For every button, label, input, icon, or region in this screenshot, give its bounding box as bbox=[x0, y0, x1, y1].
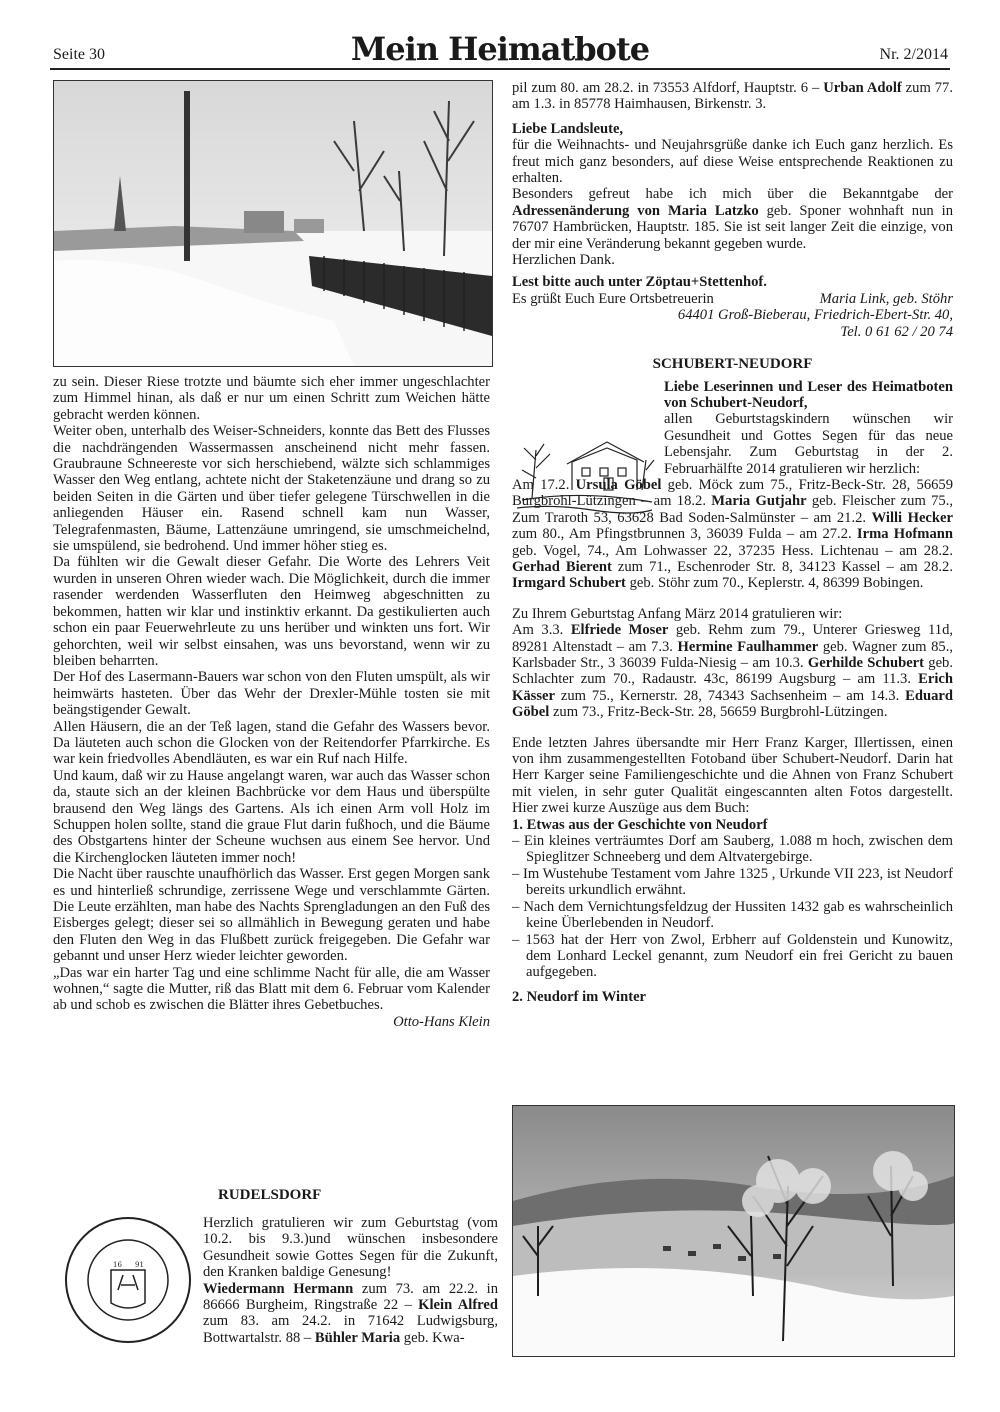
history-heading: 1. Etwas aus der Geschichte von Neudorf bbox=[512, 816, 768, 833]
left-paragraph: Da fühlten wir die Gewalt dieser Gefahr. Die Worte des Lehrers Veit wurden in unseren Ohren wieder wach. Die Möglichkeit, durch die immer rasender werdenden Wasserfluten den Heimweg abgeschnitten zu bekommen, hatten wir klar und instinktiv erkannt. Da gestikulierten auch schon ein paar Feuerwehrleute zu uns herüber und winkten uns fort. Wir gehorchten, weil wir selbst einsahen, was uns bevorstand, wenn wir zu bleiben beharrten. bbox=[53, 554, 490, 669]
rudelsdorf-heading: RUDELSDORF bbox=[218, 1187, 322, 1203]
continued-text: pil zum 80. am 28.2. in 73553 Alfdorf, Hauptstr. 6 – Urban Adolf zum 77. am 1.3. in 85778 Haimhausen, Birkenstr. 3. bbox=[512, 80, 953, 113]
left-paragraph: Der Hof des Lasermann-Bauers war schon von den Fluten umspült, als wir heimwärts hasteten. Über das Wehr der Drexler-Mühle tosten sie mit beängstigender Gewalt. bbox=[53, 669, 490, 719]
list-item: – Ein kleines verträumtes Dorf am Sauberg, 1.088 m hoch, zwischen dem Spieglitzer Schneeberg und dem Altvatergebirge. bbox=[512, 833, 953, 866]
schubert-intro: allen Geburtstagskindern wünschen wir Gesundheit und Gottes Segen für das neue Lebensjahr. Zum Geburtstag in der 2. Februarhälfte 2014 gratulieren wir herzlich: bbox=[664, 411, 953, 477]
list-item: – 1563 hat der Herr von Zwol, Erbherr auf Goldenstein und Kunowitz, dem Lonhard Leckel genannt, zum Neudorf ein frei Gericht zu bauen aufgegeben. bbox=[512, 931, 953, 981]
rudelsdorf-seal-icon bbox=[63, 1215, 193, 1345]
march-birthdays: Am 3.3. Elfriede Moser geb. Rehm zum 79., Unterer Griesweg 11d, 89281 Altenstadt – am 7.3. Hermine Faulhammer geb. Wagner zum 85., Karlsbader Str., 3 36039 Fulda-Niesig – am 10.3. Gerhilde Schubert geb. Schlachter zum 70., Radaustr. 43c, 86199 Augsburg – am 11.3. Erich Kässer zum 75., Kernerstr. 28, 74343 Sachsenheim – am 14.3. Eduard Göbel zum 73., Fritz-Beck-Str. 28, 56659 Burgbrohl-Lützingen. bbox=[512, 622, 954, 721]
schubert-neudorf-heading: SCHUBERT-NEUDORF bbox=[652, 356, 813, 373]
header-rule bbox=[50, 68, 950, 70]
celebrant-name: Wiedermann Hermann bbox=[203, 1280, 354, 1297]
caretaker-name: Maria Link, geb. Stöhr bbox=[819, 290, 953, 307]
flood-photo bbox=[53, 80, 493, 367]
page-number: Seite 30 bbox=[53, 46, 105, 63]
celebrant-details: zum 83. am 24.2. in 71642 Ludwigsburg, Bottwartalstr. 88 – bbox=[203, 1313, 498, 1346]
greeting-paragraph: für die Weihnachts- und Neujahrsgrüße danke ich Euch ganz herzlich. Es freut mich ganz besonders, auf diese Weise entsprechende Reaktionen zu erhalten. bbox=[512, 137, 953, 187]
read-also-note: Lest bitte auch unter Zöptau+Stettenhof. bbox=[512, 274, 767, 291]
neudorf-winter-photo bbox=[512, 1105, 955, 1357]
caretaker-phone: Tel. 0 61 62 / 20 74 bbox=[840, 323, 953, 340]
left-paragraph: Allen Häusern, die an der Teß lagen, stand die Gefahr des Wassers bevor. Da läuteten auch schon die Glocken von der Reitendorfer Pfarrkirche. Es war kein friedvolles Abendläuten, es war ein Ruf nach Hilfe. bbox=[53, 718, 490, 768]
march-heading: Zu Ihrem Geburtstag Anfang März 2014 gratulieren wir: bbox=[512, 605, 843, 622]
celebrant-details: geb. Kwa- bbox=[400, 1329, 465, 1346]
svg-text:91: 91 bbox=[135, 1261, 144, 1269]
list-item: – Nach dem Vernichtungsfeldzug der Hussiten 1432 gab es wahrscheinlich keine Überlebenden in Neudorf. bbox=[512, 898, 953, 932]
greeting-heading: Liebe Landsleute, bbox=[512, 120, 624, 137]
left-column bbox=[53, 374, 490, 1030]
february-birthdays: Am 17.2. Ursula Göbel geb. Möck zum 75., Fritz-Beck-Str. 28, 56659 Burgbrohl-Lützingen – am 18.2. Maria Gutjahr geb. Fleischer zum 75., Zum Traroth 53, 63628 Bad Soden-Salmünster – am 21.2. Willi Hecker zum 80., Am Pfingstbrunnen 3, 36039 Fulda – am 27.2. Irma Hofmann geb. Vogel, 74., Am Lohwasser 22, 37235 Hess. Lichtenau – am 28.2. Gerhad Bierent zum 71., Eschenroder Str. 8, 34123 Kassel – am 28.2. Irmgard Schubert geb. Stöhr zum 70., Keplerstr. 4, 86399 Bobingen. bbox=[512, 476, 954, 592]
celebrant-name: Klein Alfred bbox=[418, 1297, 498, 1314]
celebrant-details: zum 73. am 22.2. in 86666 Burgheim, Ringstraße 22 – bbox=[203, 1280, 499, 1314]
left-paragraph: Weiter oben, unterhalb des Weiser-Schneiders, konnte das Bett des Flusses die nachdrängenden Wassermassen anscheinend nicht mehr fassen. Graubraune Schneereste vor sich herschiebend, wälzte sich schlammiges Wasser den Weg entlang, achtete nicht der Staketenzäune und drang so zu beiden Seiten in die Gärten und über tiefer gelegene Türschwellen in die anliegenden Häuser ein. Rasend schnell kam nun Wasser, Telegrafenmasten, Bäume, Lattenzäune umringend, sie umschmeichelnd, sie umspülend, sie bedrohend. Und immer höher stieg es. bbox=[53, 423, 490, 555]
regards-line: Es grüßt Euch Eure Ortsbetreuerin Maria Link, geb. Stöhr bbox=[512, 290, 953, 307]
right-column bbox=[512, 80, 953, 1005]
left-paragraph: „Das war ein harter Tag und eine schlimme Nacht für alle, die am Wasser wohnen,“ sagte die Mutter, riß das Blatt mit dem 6. Februar vom Kalender ab und schob es zwischen die Blätter ihres Gebetbuches. bbox=[53, 964, 490, 1014]
rudelsdorf-greeting bbox=[203, 1215, 498, 1346]
list-item: – Im Wustehube Testament vom Jahre 1325 , Urkunde VII 223, ist Neudorf bereits urkundlich erwähnt. bbox=[512, 865, 953, 899]
masthead-title: Mein Heimatbote bbox=[350, 30, 650, 68]
celebrant-name: Urban Adolf bbox=[823, 80, 902, 96]
left-paragraph: Die Nacht über rauschte unaufhörlich das Wasser. Erst gegen Morgen sank es und hinterließ schrundige, zerrissene Wege und verschlammte Gärten. Die Leute erzählten, man habe des Nachts Sprengladungen an den Fuß des Eisberges gelegt; dieser sei so allmählich in Bewegung geraten und habe den Fluten den Weg in das Flußbett zurück freigegeben. Die Gefahr war gebannt und unser Herz wieder leichter geworden. bbox=[53, 866, 490, 965]
winter-heading: 2. Neudorf im Winter bbox=[512, 988, 647, 1005]
schubert-greeting-heading: Liebe Leserinnen und Leser des Heimatboten von Schubert-Neudorf, bbox=[664, 378, 953, 411]
left-paragraph: zu sein. Dieser Riese trotzte und bäumte sich eher immer ungeschlachter zum Himmel hinan, als daß er nur um einen Schritt zum Weichen hätte gebracht werden können. bbox=[53, 374, 490, 423]
rudelsdorf-intro: Herzlich gratulieren wir zum Geburtstag (vom 10.2. bis 9.3.)und wünschen insbesondere Gesundheit sowie Gottes Segen für die Zukunft, den Kranken baldige Genesung! bbox=[203, 1215, 498, 1281]
caretaker-address: 64401 Groß-Bieberau, Friedrich-Ebert-Str. 40, bbox=[677, 307, 953, 324]
greeting-paragraph: Besonders gefreut habe ich mich über die Bekanntgabe der Adressenänderung von Maria Latzko geb. Sponer wohnhaft nun in 76707 Hambrücken, Hauptstr. 185. Sie ist seit langer Zeit die einzige, von der mir eine Veränderung bekannt gegeben wurde. bbox=[512, 186, 953, 252]
issue-number: Nr. 2/2014 bbox=[879, 46, 948, 63]
photo-book-paragraph: Ende letzten Jahres übersandte mir Herr Franz Karger, Illertissen, einen von ihm zusammengestellten Fotoband über Schubert-Neudorf. Darin hat Herr Karger seine Familiengeschichte und die Ahnen von Franz Schubert mit vielen, in sehr guter Qualität eingescannten alten Fotos dargestellt. Hier zwei kurze Auszüge aus dem Buch: bbox=[512, 734, 953, 817]
celebrant-name: Bühler Maria bbox=[314, 1329, 401, 1346]
left-paragraph: Und kaum, daß wir zu Hause angelangt waren, war auch das Wasser schon da, staute sich an der kleinen Bachbrücke vor dem Haus und überspülte brausend den Weg längs des Gartens. Als ich einen Arm voll Holz im Schuppen holen sollte, stand die graue Flut darin fußhoch, und die Bäume des Obstgartens hinter der Scheune wuchsen aus einem See hervor. Und die Kirchenglocken läuteten immer noch! bbox=[53, 767, 490, 866]
greeting-thanks: Herzlichen Dank. bbox=[512, 252, 615, 269]
house-illustration-icon bbox=[512, 430, 655, 518]
svg-text:16: 16 bbox=[113, 1261, 122, 1269]
author-signature: Otto-Hans Klein bbox=[393, 1013, 490, 1030]
